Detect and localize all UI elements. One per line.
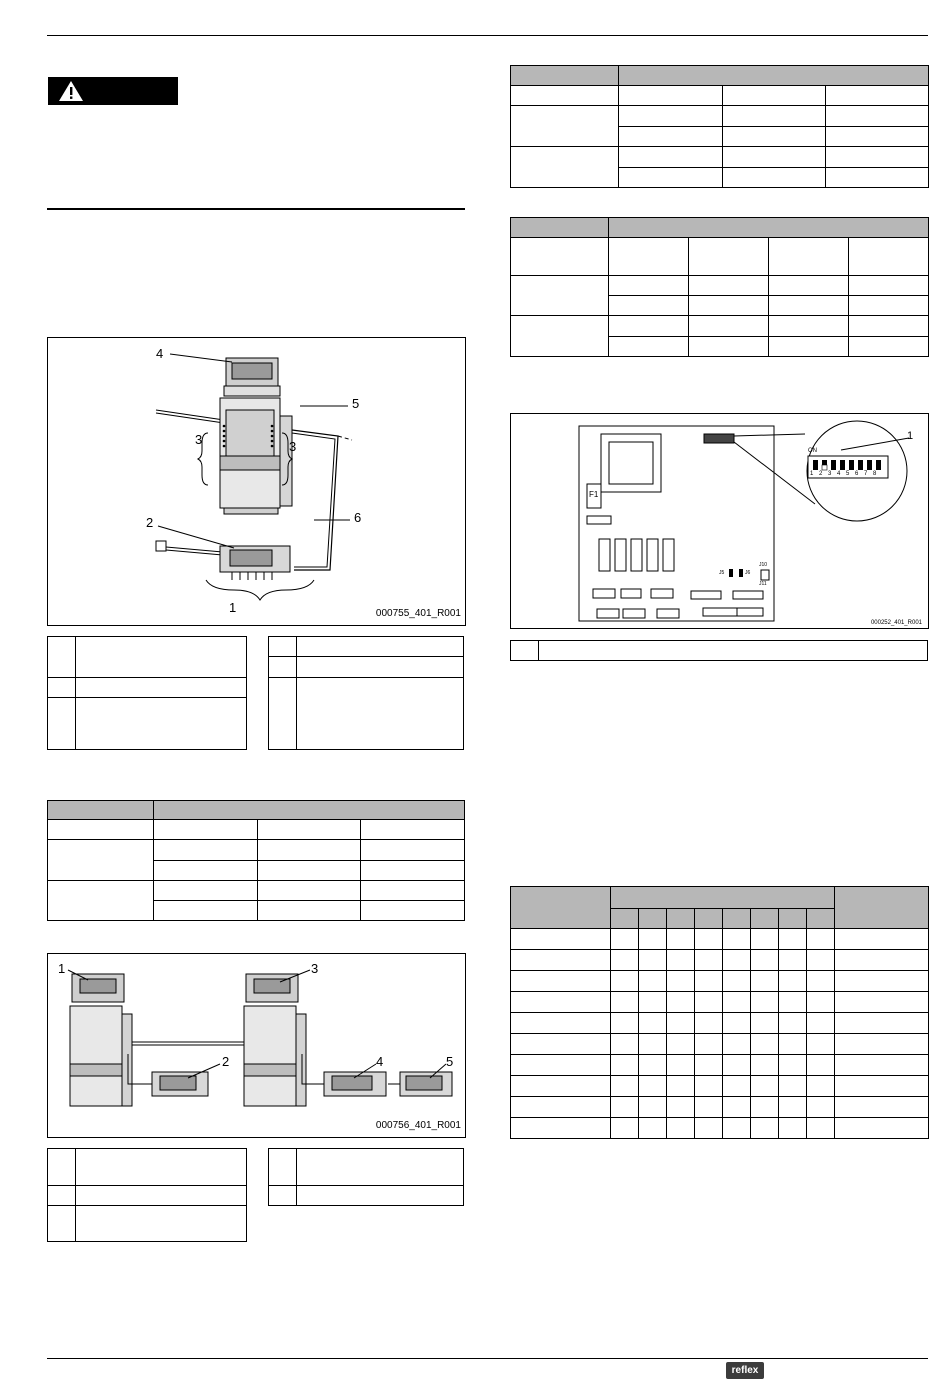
jumper-j6-label: J6: [745, 570, 751, 576]
table-cell: [511, 238, 609, 276]
table-cell: [751, 929, 779, 950]
table-cell: [807, 971, 835, 992]
table-cell: [695, 950, 723, 971]
figure-1-installation: [47, 337, 466, 626]
table-cell: [154, 820, 258, 840]
callout-3-left: 3: [195, 432, 203, 447]
table-cell: [611, 950, 639, 971]
callout-6: 6: [354, 510, 362, 525]
table-cell: [835, 1118, 929, 1139]
table-cell: [511, 950, 611, 971]
table-cell: [835, 1034, 929, 1055]
table-cell: [769, 276, 849, 296]
table-cell: [723, 971, 751, 992]
table-cell: [723, 106, 826, 127]
table-cell: [667, 971, 695, 992]
table-row: [511, 950, 929, 971]
table-cell: [751, 1097, 779, 1118]
figure-2-legend-right: [268, 1148, 464, 1206]
table-cell: [611, 1118, 639, 1139]
table-cell: [695, 1097, 723, 1118]
table-cell: [361, 881, 465, 901]
legend-cell: [297, 657, 464, 678]
table-cell: [639, 1118, 667, 1139]
table-cell: [769, 238, 849, 276]
table-cell: [723, 992, 751, 1013]
legend-cell: [297, 1149, 464, 1186]
table-right-2: [510, 217, 929, 357]
table-cell: [695, 929, 723, 950]
callout-2: 2: [222, 1054, 230, 1069]
table-cell: [695, 1118, 723, 1139]
table-cell: [779, 1055, 807, 1076]
table-cell: [619, 106, 723, 127]
table-row: [511, 1013, 929, 1034]
table-cell: [639, 971, 667, 992]
dip-number: 1: [810, 471, 814, 477]
table-cell: [511, 276, 609, 316]
table-cell: [611, 1055, 639, 1076]
table-cell: [835, 1013, 929, 1034]
legend-cell: [511, 641, 539, 661]
table-cell: [807, 950, 835, 971]
table-cell: [667, 992, 695, 1013]
figure-1-id: 000755_401_R001: [375, 608, 461, 619]
figure-2-drawing: [48, 954, 465, 1137]
table-cell: [826, 168, 929, 188]
table-cell: [667, 1055, 695, 1076]
table-cell: [779, 1118, 807, 1139]
table-cell: [667, 929, 695, 950]
table-cell: [826, 147, 929, 168]
table-cell: [611, 1097, 639, 1118]
dip-number: 3: [828, 471, 832, 477]
table-header-cell: [48, 801, 154, 820]
table-cell: [611, 929, 639, 950]
table-cell: [751, 971, 779, 992]
table-cell: [619, 127, 723, 147]
legend-cell: [269, 678, 297, 750]
figure-2-bus-connection: [47, 953, 466, 1138]
table-cell: [609, 337, 689, 357]
table-cell: [511, 1034, 611, 1055]
table-cell: [689, 276, 769, 296]
table-cell: [779, 1034, 807, 1055]
table-header-cell: [723, 909, 751, 929]
table-cell: [751, 992, 779, 1013]
warning-icon: [56, 77, 86, 105]
table-cell: [807, 1097, 835, 1118]
table-cell: [807, 1118, 835, 1139]
table-cell: [361, 901, 465, 921]
table-cell: [611, 971, 639, 992]
table-cell: [723, 929, 751, 950]
table-cell: [826, 86, 929, 106]
table-cell: [835, 1076, 929, 1097]
table-cell: [611, 992, 639, 1013]
table-cell: [779, 1097, 807, 1118]
table-cell: [689, 296, 769, 316]
table-cell: [258, 881, 361, 901]
section-rule: [47, 208, 465, 210]
table-cell: [723, 86, 826, 106]
table-cell: [807, 1034, 835, 1055]
dip-number-row: [810, 471, 890, 477]
table-cell: [751, 1118, 779, 1139]
table-cell: [695, 1076, 723, 1097]
table-header-cell: [619, 66, 929, 86]
table-header-cell: [835, 887, 929, 929]
table-header-cell: [751, 909, 779, 929]
table-cell: [723, 1097, 751, 1118]
figure-1-legend-right: [268, 636, 464, 750]
table-cell: [835, 992, 929, 1013]
table-cell: [609, 238, 689, 276]
table-cell: [751, 1076, 779, 1097]
table-cell: [511, 316, 609, 357]
table-cell: [779, 950, 807, 971]
legend-cell: [76, 698, 247, 750]
legend-cell: [76, 637, 247, 678]
table-header-cell: [511, 218, 609, 238]
table-cell: [511, 929, 611, 950]
table-cell: [639, 950, 667, 971]
legend-cell: [48, 1186, 76, 1206]
table-cell: [849, 276, 929, 296]
table-cell: [511, 1097, 611, 1118]
header-rule: [47, 35, 928, 36]
legend-cell: [76, 1186, 247, 1206]
table-cell: [639, 1055, 667, 1076]
jumper-j10-label: J10: [759, 562, 768, 568]
table-header-cell: [667, 909, 695, 929]
table-header-cell: [611, 909, 639, 929]
table-header-cell: [511, 887, 611, 929]
table-row: [511, 992, 929, 1013]
table-header-cell: [695, 909, 723, 929]
table-cell: [154, 861, 258, 881]
table-cell: [511, 1055, 611, 1076]
figure-1-drawing: [48, 338, 465, 625]
table-cell: [769, 337, 849, 357]
table-row: [511, 929, 929, 950]
table-cell: [511, 147, 619, 188]
legend-cell: [48, 1206, 76, 1242]
table-cell: [511, 106, 619, 147]
table-row: [511, 971, 929, 992]
legend-cell: [76, 1149, 247, 1186]
table-cell: [667, 1034, 695, 1055]
table-cell: [48, 881, 154, 921]
table-cell: [695, 1013, 723, 1034]
table-cell: [723, 127, 826, 147]
table-cell: [611, 1013, 639, 1034]
table-cell: [751, 1013, 779, 1034]
table-cell: [849, 337, 929, 357]
table-cell: [779, 1013, 807, 1034]
legend-cell: [269, 637, 297, 657]
table-cell: [154, 840, 258, 861]
table-cell: [511, 86, 619, 106]
table-cell: [723, 168, 826, 188]
table-cell: [751, 950, 779, 971]
callout-2: 2: [146, 515, 154, 530]
table-cell: [258, 840, 361, 861]
table-cell: [511, 971, 611, 992]
table-cell: [695, 971, 723, 992]
warning-banner: [48, 77, 178, 105]
table-cell: [779, 1076, 807, 1097]
table-header-cell: [639, 909, 667, 929]
table-cell: [689, 316, 769, 337]
table-header-cell: [609, 218, 929, 238]
figure-3-drawing: [511, 414, 928, 628]
table-cell: [723, 1013, 751, 1034]
table-cell: [258, 820, 361, 840]
table-cell: [619, 86, 723, 106]
table-cell: [639, 1013, 667, 1034]
table-cell: [826, 127, 929, 147]
callout-3: 3: [311, 961, 319, 976]
callout-5: 5: [446, 1054, 454, 1069]
dip-switch-table: [510, 886, 929, 1139]
table-cell: [154, 901, 258, 921]
legend-cell: [297, 678, 464, 750]
legend-cell: [48, 698, 76, 750]
dip-number: 6: [855, 471, 859, 477]
table-cell: [695, 992, 723, 1013]
table-header-cell: [779, 909, 807, 929]
legend-cell: [269, 657, 297, 678]
footer-rule: [47, 1358, 928, 1359]
callout-1: 1: [58, 961, 66, 976]
dip-number: 4: [837, 471, 841, 477]
callout-4: 4: [156, 346, 164, 361]
table-header-cell: [154, 801, 465, 820]
legend-cell: [76, 678, 247, 698]
table-row: [511, 1055, 929, 1076]
dip-number: 2: [819, 471, 823, 477]
table-cell: [611, 1034, 639, 1055]
table-cell: [779, 971, 807, 992]
table-cell: [258, 861, 361, 881]
legend-cell: [297, 637, 464, 657]
reflex-logo: reflex: [726, 1362, 764, 1379]
table-cell: [667, 950, 695, 971]
table-row: [511, 1034, 929, 1055]
table-cell: [609, 296, 689, 316]
legend-cell: [269, 1186, 297, 1206]
table-cell: [619, 168, 723, 188]
table-cell: [723, 950, 751, 971]
table-row: [511, 1097, 929, 1118]
figure-1-legend-left: [47, 636, 247, 750]
callout-3-right: 3: [289, 439, 297, 454]
table-cell: [695, 1055, 723, 1076]
table-cell: [511, 1118, 611, 1139]
table-cell: [609, 276, 689, 296]
table-cell: [723, 147, 826, 168]
table-cell: [361, 861, 465, 881]
table-cell: [639, 929, 667, 950]
dip-table-body: [511, 929, 929, 1139]
table-header-cell: [807, 909, 835, 929]
table-cell: [835, 1055, 929, 1076]
callout-1: 1: [229, 600, 237, 615]
callout-1: 1: [907, 430, 914, 442]
table-cell: [779, 929, 807, 950]
table-cell: [689, 337, 769, 357]
dip-on-label: ON: [808, 448, 817, 454]
table-cell: [769, 316, 849, 337]
table-cell: [835, 929, 929, 950]
table-cell: [511, 1076, 611, 1097]
table-cell: [723, 1076, 751, 1097]
table-cell: [667, 1118, 695, 1139]
table-cell: [361, 820, 465, 840]
table-cell: [695, 1034, 723, 1055]
legend-cell: [539, 641, 928, 661]
table-cell: [609, 316, 689, 337]
legend-cell: [48, 678, 76, 698]
table-cell: [807, 1055, 835, 1076]
fuse-label: F1: [589, 490, 599, 499]
table-cell: [779, 992, 807, 1013]
table-cell: [835, 1097, 929, 1118]
legend-cell: [48, 637, 76, 678]
table-cell: [667, 1013, 695, 1034]
table-cell: [835, 971, 929, 992]
table-cell: [639, 1034, 667, 1055]
table-cell: [723, 1055, 751, 1076]
table-cell: [826, 106, 929, 127]
table-cell: [361, 840, 465, 861]
table-cell: [723, 1118, 751, 1139]
dip-number: 5: [846, 471, 850, 477]
table-cell: [835, 950, 929, 971]
figure-2-id: 000756_401_R001: [375, 1120, 461, 1131]
table-cell: [807, 992, 835, 1013]
table-cell: [511, 992, 611, 1013]
table-cell: [723, 1034, 751, 1055]
table-cell: [667, 1097, 695, 1118]
table-cell: [619, 147, 723, 168]
table-cell: [48, 840, 154, 881]
table-cell: [689, 238, 769, 276]
table-cell: [667, 1076, 695, 1097]
table-cell: [807, 1076, 835, 1097]
legend-cell: [269, 1149, 297, 1186]
jumper-j5-label: J5: [719, 570, 725, 576]
table-cell: [807, 929, 835, 950]
table-cell: [511, 1013, 611, 1034]
table-header-cell: [611, 887, 835, 909]
table-row: [511, 1076, 929, 1097]
legend-cell: [76, 1206, 247, 1242]
callout-5: 5: [352, 396, 360, 411]
figure-2-legend-left: [47, 1148, 247, 1242]
jumper-j11-label: J11: [759, 581, 767, 587]
table-cell: [639, 992, 667, 1013]
callout-4: 4: [376, 1054, 384, 1069]
table-cell: [639, 1076, 667, 1097]
table-cell: [849, 316, 929, 337]
table-cell: [154, 881, 258, 901]
table-cell: [258, 901, 361, 921]
table-cell: [769, 296, 849, 316]
table-left-1: [47, 800, 465, 921]
legend-cell: [48, 1149, 76, 1186]
figure-3-id: 000252_401_R001: [870, 620, 922, 626]
figure-3-legend: [510, 640, 928, 661]
table-cell: [751, 1034, 779, 1055]
legend-cell: [297, 1186, 464, 1206]
table-cell: [849, 296, 929, 316]
table-cell: [849, 238, 929, 276]
table-cell: [751, 1055, 779, 1076]
dip-number: 7: [864, 471, 868, 477]
table-cell: [611, 1076, 639, 1097]
table-header-cell: [511, 66, 619, 86]
table-cell: [48, 820, 154, 840]
table-row: [511, 1118, 929, 1139]
table-cell: [807, 1013, 835, 1034]
dip-number: 8: [873, 471, 877, 477]
table-right-1: [510, 65, 929, 188]
table-cell: [639, 1097, 667, 1118]
figure-3-circuit-board: [510, 413, 929, 629]
